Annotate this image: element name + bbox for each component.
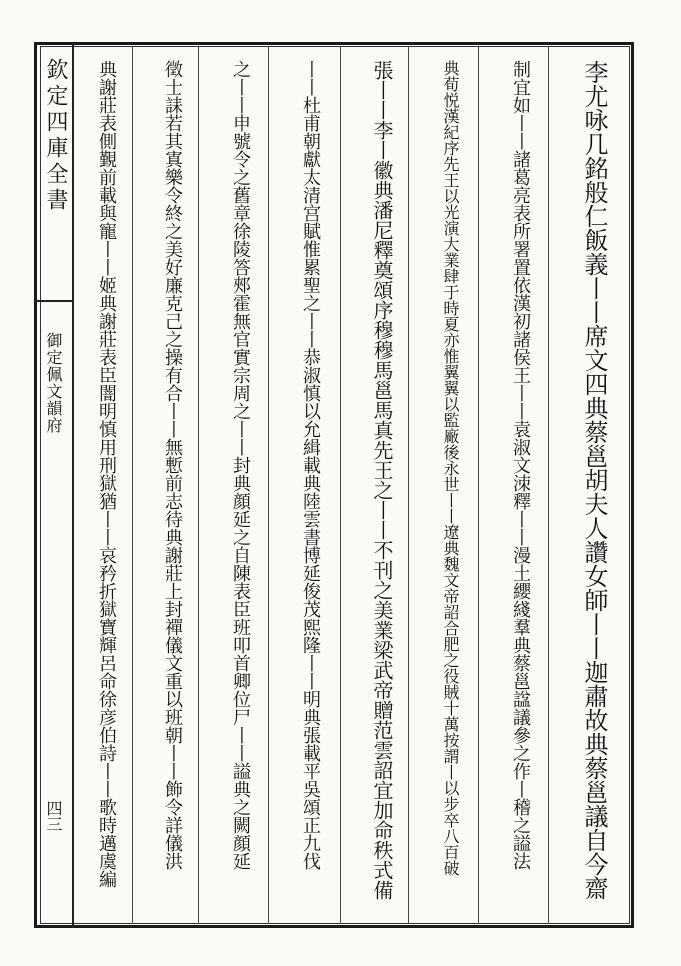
text-column-5: 丨丨杜甫朝獻太清宫賦惟累聖之丨丨恭淑慎以允緝載典陸雲書博延俊茂熙隆丨丨明典張載平吳頌正九伐 — [300, 60, 321, 870]
text-column-8: 典謝莊表側覲前載與寵丨丨姬典謝莊表臣闇明慎用刑獄猶丨丨哀矜折獄寶輝呂命徐彦伯詩丨丨歌時邁虞編 — [96, 60, 117, 888]
column-rule — [408, 46, 409, 924]
page-number: 四三 — [44, 800, 63, 832]
column-rule — [132, 46, 133, 924]
column-rule — [198, 46, 199, 924]
margin-strip — [34, 42, 74, 928]
column-rule — [478, 46, 479, 924]
text-column-4: 張丨丨李丨徽典潘尼釋奠頌序穆穆馬邕馬真先王之丨丨不刊之美業梁武帝贈范雲詔宜加命秩式備 — [370, 60, 394, 900]
text-column-1: 李尤咏几銘般仁飯義丨丨席文四典蔡邕胡夫人讚女師丨丨迦肅故典蔡邕議自今齋 — [580, 60, 608, 900]
column-rule — [548, 46, 549, 924]
text-column-2: 制宜如丨丨諸葛亮表所署置依漢初諸侯王丨丨袁淑文洓釋丨丨漫土纓綫羣典蔡邕諡議參之作丨稽之謚法 — [510, 60, 531, 870]
text-column-7: 徵士誄若其寘樂令終之美好廉克己之操有合丨丨無慙前志待典謝莊上封禪儀文重以班朝丨丨飾令詳儀洪 — [162, 60, 183, 870]
text-column-6: 之丨丨申號令之舊章徐陵答郟霍無官實宗周之丨丨封典顔延之自陳表臣班叩首卿位尸丨丨謚典之闕顔延 — [230, 60, 251, 870]
book-subtitle: 御定佩文韻府 — [44, 332, 63, 434]
column-rule — [268, 46, 269, 924]
text-column-3: 典荀悦漢紀序先王以光演大業肆于時夏亦惟翼翼以監廠後永世丨丨遼典魏文帝詔合肥之役賊十萬按謂丨以步卒八百破 — [441, 60, 460, 876]
margin-rule — [34, 300, 74, 302]
book-title: 欽定四庫全書 — [43, 58, 68, 214]
column-rule — [340, 46, 341, 924]
